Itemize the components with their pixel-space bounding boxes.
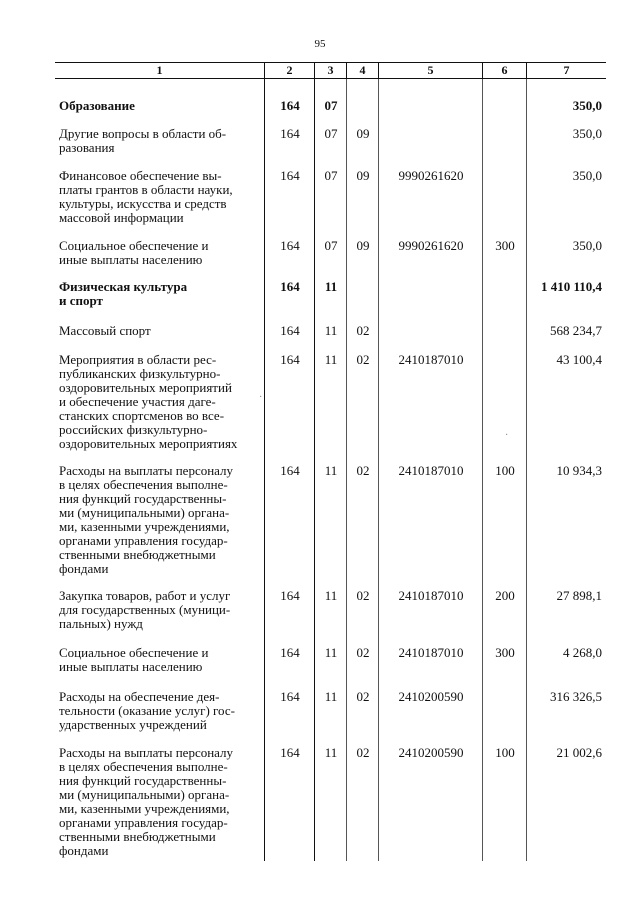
row-name: Мероприятия в области рес- публиканских физкультурно- оздоровительных мероприятий и обеспечение участия даге- станских спортсменов во все- российских физкультурно- оздоровительных мероприятиях: [59, 352, 238, 451]
header-col-6: 6: [482, 63, 526, 78]
row-ministry-code: 164: [280, 323, 300, 338]
row-amount: 4 268,0: [563, 645, 602, 660]
row-name: Расходы на обеспечение дея- тельности (оказание услуг) гос- ударственных учреждений: [59, 689, 235, 732]
row-section-code: 07: [324, 126, 338, 141]
row-section-code: 11: [324, 463, 338, 478]
row-target-article: 2410187010: [398, 588, 464, 603]
row-name: Расходы на выплаты персоналу в целях обеспечения выполне- ния функций государственны- ми (муниципальными) органа- ми, казенными учреждениями, органами управления государ- ственными внебюджетными фондами: [59, 745, 234, 858]
row-name: Расходы на выплаты персоналу в целях обеспечения выполне- ния функций государственны- ми (муниципальными) органа- ми, казенными учреждениями, органами управления государ- ственными внебюджетными фондами: [59, 463, 234, 576]
page-number: 95: [314, 38, 326, 50]
row-amount: 350,0: [572, 98, 602, 113]
row-target-article: 9990261620: [398, 168, 464, 183]
table-body: [55, 79, 606, 861]
scan-speck: ·: [259, 392, 263, 403]
header-col-3: 3: [314, 63, 346, 78]
row-section-code: 11: [324, 689, 338, 704]
row-ministry-code: 164: [280, 689, 300, 704]
row-ministry-code: 164: [280, 463, 300, 478]
row-amount: 1 410 110,4: [540, 279, 602, 294]
row-subsection-code: 02: [356, 352, 370, 367]
row-section-code: 11: [324, 279, 338, 294]
row-amount: 316 326,5: [550, 689, 602, 704]
header-col-4: 4: [346, 63, 378, 78]
row-section-code: 11: [324, 352, 338, 367]
row-expense-type: 100: [495, 463, 515, 478]
row-name: Социальное обеспечение и иные выплаты населению: [59, 645, 209, 674]
row-amount: 10 934,3: [556, 463, 602, 478]
budget-table: [55, 62, 606, 861]
row-expense-type: 300: [495, 645, 515, 660]
row-section-code: 11: [324, 645, 338, 660]
row-target-article: 2410187010: [398, 645, 464, 660]
row-ministry-code: 164: [280, 98, 300, 113]
row-name: Образование: [59, 98, 135, 113]
row-name: Закупка товаров, работ и услуг для государственных (муници- пальных) нужд: [59, 588, 231, 631]
row-ministry-code: 164: [280, 745, 300, 760]
row-amount: 350,0: [572, 168, 602, 183]
row-name: Социальное обеспечение и иные выплаты населению: [59, 238, 209, 267]
row-section-code: 07: [324, 98, 338, 113]
header-col-5: 5: [378, 63, 482, 78]
row-ministry-code: 164: [280, 168, 300, 183]
row-subsection-code: 09: [356, 238, 370, 253]
row-target-article: 9990261620: [398, 238, 464, 253]
table-header: [55, 62, 606, 79]
row-section-code: 07: [324, 168, 338, 183]
row-subsection-code: 02: [356, 745, 370, 760]
row-expense-type: 100: [495, 745, 515, 760]
row-amount: 350,0: [572, 126, 602, 141]
row-ministry-code: 164: [280, 126, 300, 141]
row-section-code: 11: [324, 323, 338, 338]
row-target-article: 2410200590: [398, 745, 464, 760]
row-amount: 568 234,7: [550, 323, 602, 338]
row-name: Другие вопросы в области об- разования: [59, 126, 227, 155]
row-subsection-code: 02: [356, 463, 370, 478]
column-divider: [264, 79, 265, 861]
row-ministry-code: 164: [280, 588, 300, 603]
row-amount: 21 002,6: [556, 745, 602, 760]
row-amount: 27 898,1: [556, 588, 602, 603]
row-section-code: 11: [324, 745, 338, 760]
column-divider: [378, 79, 379, 861]
column-divider: [314, 79, 315, 861]
row-ministry-code: 164: [280, 238, 300, 253]
header-col-2: 2: [264, 63, 314, 78]
row-subsection-code: 09: [356, 168, 370, 183]
row-target-article: 2410187010: [398, 352, 464, 367]
row-section-code: 07: [324, 238, 338, 253]
row-subsection-code: 02: [356, 588, 370, 603]
header-col-1: 1: [156, 63, 163, 77]
row-subsection-code: 02: [356, 689, 370, 704]
row-ministry-code: 164: [280, 279, 300, 294]
row-target-article: 2410200590: [398, 689, 464, 704]
row-ministry-code: 164: [280, 352, 300, 367]
header-col-7: 7: [526, 63, 606, 78]
row-name: Массовый спорт: [59, 323, 151, 338]
row-name: Финансовое обеспечение вы- платы грантов в области науки, культуры, искусства и средств массовой информации: [59, 168, 233, 225]
row-expense-type: 200: [495, 588, 515, 603]
row-section-code: 11: [324, 588, 338, 603]
scan-speck: ·: [505, 430, 509, 441]
row-amount: 43 100,4: [556, 352, 602, 367]
row-subsection-code: 02: [356, 645, 370, 660]
row-subsection-code: 09: [356, 126, 370, 141]
row-subsection-code: 02: [356, 323, 370, 338]
row-ministry-code: 164: [280, 645, 300, 660]
row-target-article: 2410187010: [398, 463, 464, 478]
row-expense-type: 300: [495, 238, 515, 253]
row-name: Физическая культура и спорт: [59, 279, 188, 308]
row-amount: 350,0: [572, 238, 602, 253]
column-divider: [346, 79, 347, 861]
